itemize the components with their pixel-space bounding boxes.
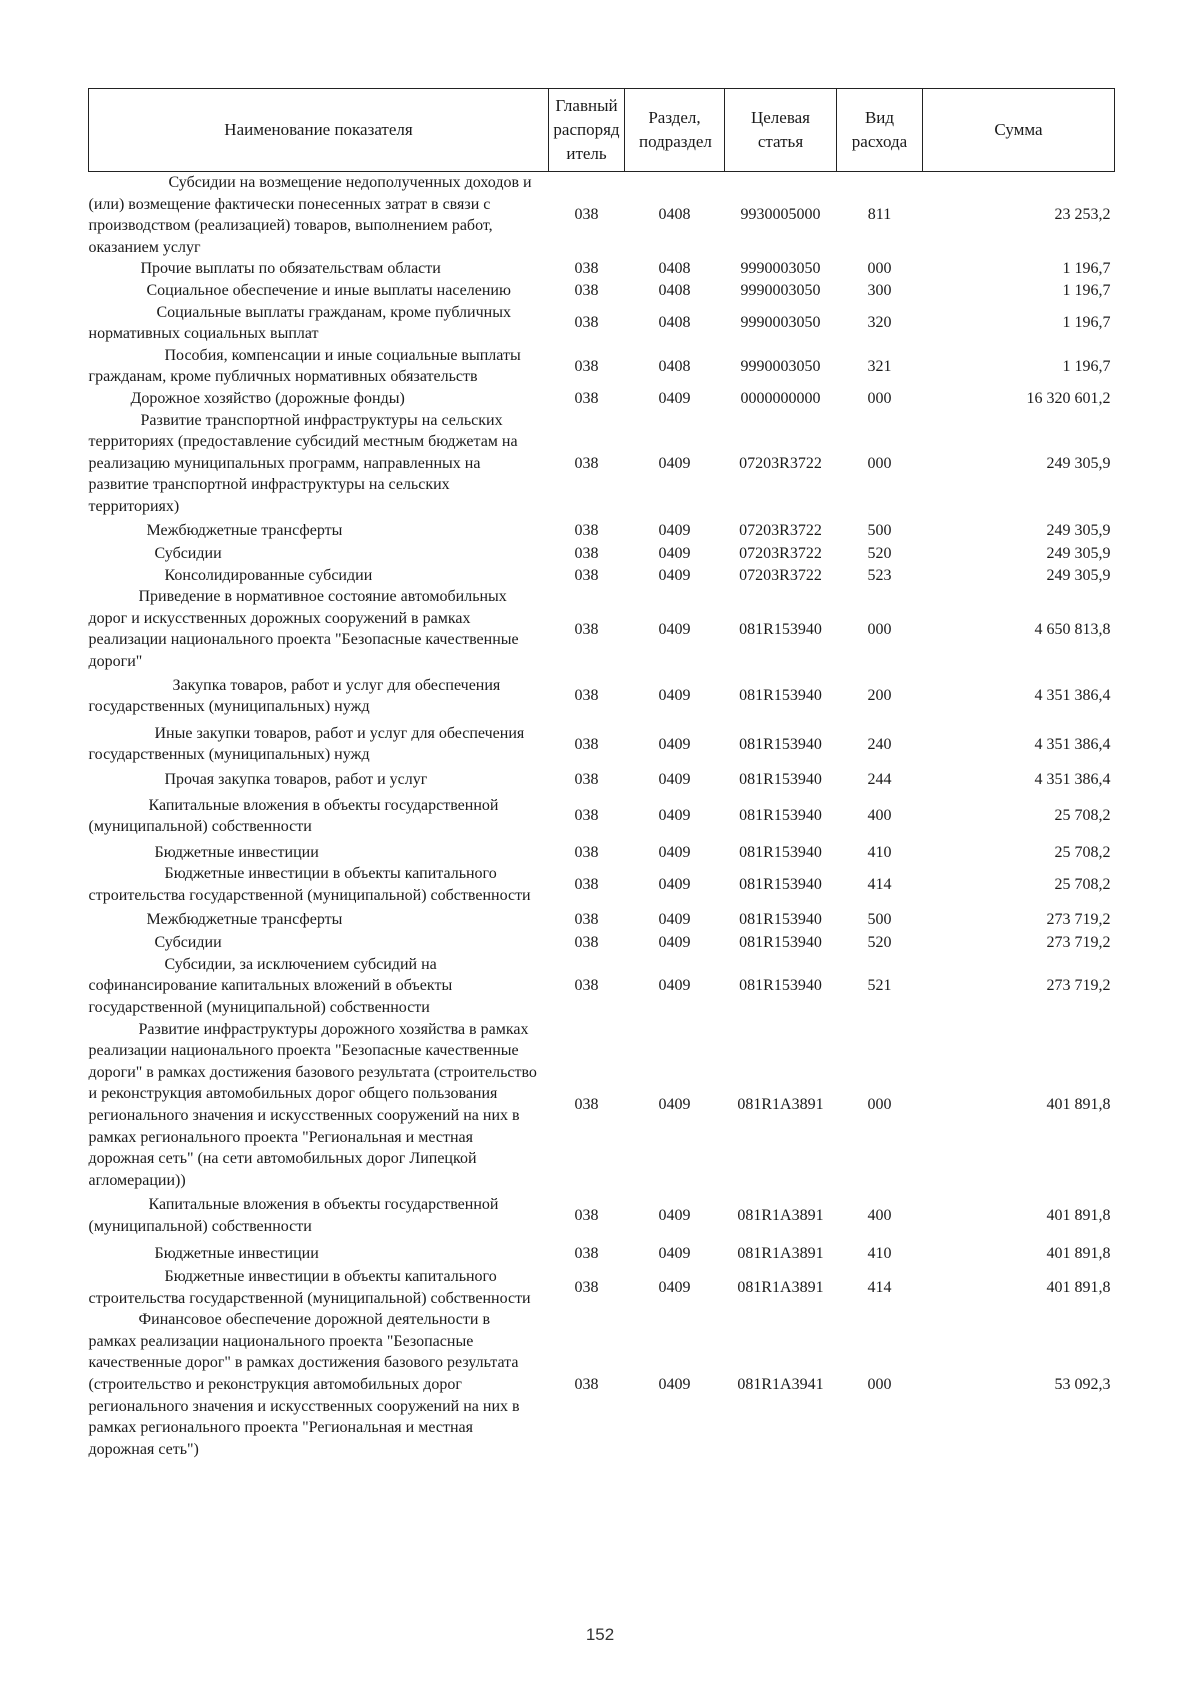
row-target-article: 081R1A3891: [737, 1244, 824, 1262]
table-row: [89, 388, 1115, 410]
row-amount: 401 891,8: [1046, 1244, 1111, 1262]
row-indicator-name: [89, 954, 549, 1019]
row-indicator-name: [89, 172, 549, 259]
indicator-name-text: Субсидии, за исключением субсидий на софинансирование капитальных вложений в объекты государственной (муниципальной) собственности: [88, 955, 453, 1016]
row-expense-type: 410: [867, 1244, 892, 1262]
header-expense-type: Вид расхода: [837, 89, 923, 172]
row-chief-administrator: 038: [574, 260, 599, 278]
row-chief-administrator: 038: [574, 807, 599, 825]
row-section: 0408: [658, 281, 691, 299]
row-indicator-name: [89, 302, 549, 345]
row-expense-type: 523: [867, 566, 892, 584]
row-section: 0409: [658, 735, 691, 753]
row-chief-administrator: 038: [574, 687, 599, 705]
indicator-name-text: Прочие выплаты по обязательствам области: [140, 260, 441, 278]
row-amount: 4 351 386,4: [1034, 771, 1111, 789]
indicator-name-text: Бюджетные инвестиции в объекты капитального строительства государственной (муниципальной) собственности: [88, 1268, 531, 1307]
row-target-article: 081R153940: [739, 771, 822, 789]
row-section: 0409: [658, 1207, 691, 1225]
row-chief-administrator: 038: [574, 1244, 599, 1262]
page-number: 152: [585, 1625, 615, 1644]
row-section: 0409: [658, 771, 691, 789]
row-expense-type: 500: [867, 521, 892, 539]
table-row: [89, 345, 1115, 388]
row-chief-administrator: 038: [574, 843, 599, 861]
row-indicator-name: [89, 518, 549, 544]
indicator-name-text: Дорожное хозяйство (дорожные фонды): [130, 389, 405, 407]
row-amount: 401 891,8: [1046, 1096, 1111, 1114]
row-indicator-name: [89, 673, 549, 720]
row-section: 0409: [658, 807, 691, 825]
row-target-article: 081R153940: [739, 735, 822, 753]
table-row: [89, 769, 1115, 791]
row-target-article: 07203R3722: [739, 454, 822, 472]
row-expense-type: 400: [867, 1207, 892, 1225]
row-amount: 1 196,7: [1062, 260, 1111, 278]
row-target-article: 9930005000: [740, 206, 821, 224]
row-section: 0408: [658, 357, 691, 375]
row-amount: 16 320 601,2: [1026, 389, 1111, 407]
table-row: [89, 280, 1115, 302]
row-chief-administrator: 038: [574, 566, 599, 584]
row-expense-type: 520: [867, 934, 892, 952]
row-target-article: 081R153940: [739, 934, 822, 952]
row-indicator-name: [89, 258, 549, 280]
table-row: [89, 1191, 1115, 1240]
table-row: [89, 518, 1115, 544]
row-expense-type: 321: [867, 357, 892, 375]
table-row: [89, 791, 1115, 842]
row-expense-type: 000: [867, 260, 892, 278]
indicator-name-text: Закупка товаров, работ и услуг для обеспечения государственных (муниципальных) нужд: [88, 676, 501, 716]
table-row: [89, 1266, 1115, 1309]
row-section: 0409: [658, 454, 691, 472]
indicator-name-text: Консолидированные субсидии: [164, 566, 373, 584]
table-row: [89, 410, 1115, 518]
table-row: [89, 907, 1115, 933]
table-row: [89, 842, 1115, 864]
row-expense-type: 300: [867, 281, 892, 299]
indicator-name-text: Прочая закупка товаров, работ и услуг: [164, 771, 428, 789]
row-expense-type: 000: [867, 1096, 892, 1114]
row-section: 0409: [658, 687, 691, 705]
row-amount: 1 196,7: [1062, 314, 1111, 332]
row-target-article: 07203R3722: [739, 566, 822, 584]
row-amount: 273 719,2: [1046, 910, 1111, 928]
indicator-name-text: Пособия, компенсации и иные социальные выплаты гражданам, кроме публичных нормативных обязательств: [88, 346, 521, 386]
row-indicator-name: [89, 720, 549, 769]
row-target-article: 081R153940: [739, 687, 822, 705]
row-indicator-name: [89, 1266, 549, 1309]
row-indicator-name: [89, 280, 549, 302]
row-chief-administrator: 038: [574, 1207, 599, 1225]
indicator-name-text: Субсидии: [154, 934, 222, 952]
row-section: 0409: [658, 545, 691, 563]
row-target-article: 9990003050: [740, 281, 821, 299]
row-amount: 1 196,7: [1062, 281, 1111, 299]
table-row: [89, 1241, 1115, 1267]
row-indicator-name: [89, 543, 549, 565]
indicator-name-text: Развитие транспортной инфраструктуры на сельских территориях (предоставление субсидий местным бюджетам на реализацию муниципальных программ, направленных на развитие транспортной инфраструктуры на сельских территориях): [88, 411, 518, 515]
row-target-article: 081R1A3891: [737, 1207, 824, 1225]
row-expense-type: 811: [867, 206, 892, 224]
indicator-name-text: Капитальные вложения в объекты государственной (муниципальной) собственности: [88, 1196, 499, 1235]
row-chief-administrator: 038: [574, 206, 599, 224]
row-target-article: 07203R3722: [739, 545, 822, 563]
row-target-article: 081R1A3891: [737, 1096, 824, 1114]
header-target-article: Целевая статья: [725, 89, 837, 172]
header-chief-administrator: Главный распорядитель: [549, 89, 625, 172]
indicator-name-text: Межбюджетные трансферты: [146, 910, 343, 928]
row-section: 0409: [658, 910, 691, 928]
row-section: 0408: [658, 206, 691, 224]
table-row: [89, 565, 1115, 587]
row-target-article: 081R153940: [739, 620, 822, 638]
row-section: 0409: [658, 934, 691, 952]
row-amount: 249 305,9: [1046, 454, 1111, 472]
row-amount: 401 891,8: [1046, 1207, 1111, 1225]
indicator-name-text: Иные закупки товаров, работ и услуг для обеспечения государственных (муниципальных) нужд: [88, 724, 525, 764]
row-section: 0409: [658, 389, 691, 407]
row-amount: 53 092,3: [1054, 1376, 1111, 1394]
row-target-article: 07203R3722: [739, 521, 822, 539]
row-target-article: 081R1A3891: [737, 1278, 824, 1296]
row-amount: 249 305,9: [1046, 521, 1111, 539]
row-indicator-name: [89, 565, 549, 587]
indicator-name-text: Капитальные вложения в объекты государственной (муниципальной) собственности: [88, 796, 499, 836]
table-row: [89, 863, 1115, 906]
row-expense-type: 400: [867, 807, 892, 825]
row-chief-administrator: 038: [574, 357, 599, 375]
table-row: [89, 172, 1115, 259]
row-indicator-name: [89, 769, 549, 791]
table-body: [89, 172, 1115, 1461]
table-row: [89, 1309, 1115, 1460]
row-section: 0409: [658, 521, 691, 539]
indicator-name-text: Развитие инфраструктуры дорожного хозяйства в рамках реализации национального проекта "Безопасные качественные дороги" в рамках достижения базового результата (строительство и реконструкция автомобильных дорог общего пользования регионального значения и искусственных сооружений на них в рамках регионального проекта "Региональная и местная дорожная сеть" (на сети автомобильных дорог Липецкой агломерации)): [88, 1020, 537, 1189]
row-chief-administrator: 038: [574, 934, 599, 952]
indicator-name-text: Межбюджетные трансферты: [146, 521, 343, 539]
row-section: 0409: [658, 1278, 691, 1296]
budget-table: [88, 88, 1115, 1460]
indicator-name-text: Социальные выплаты гражданам, кроме публичных нормативных социальных выплат: [88, 303, 511, 343]
row-section: 0409: [658, 1376, 691, 1394]
row-amount: 23 253,2: [1054, 206, 1111, 224]
indicator-name-text: Бюджетные инвестиции: [154, 1244, 319, 1262]
row-expense-type: 520: [867, 545, 892, 563]
row-target-article: 081R153940: [739, 807, 822, 825]
row-expense-type: 000: [867, 389, 892, 407]
row-expense-type: 410: [867, 843, 892, 861]
row-chief-administrator: 038: [574, 521, 599, 539]
row-expense-type: 500: [867, 910, 892, 928]
row-section: 0409: [658, 566, 691, 584]
row-section: 0408: [658, 260, 691, 278]
row-section: 0409: [658, 876, 691, 894]
row-expense-type: 414: [867, 1278, 892, 1296]
row-indicator-name: [89, 907, 549, 933]
row-chief-administrator: 038: [574, 389, 599, 407]
row-target-article: 081R153940: [739, 843, 822, 861]
row-expense-type: 320: [867, 314, 892, 332]
row-chief-administrator: 038: [574, 545, 599, 563]
row-indicator-name: [89, 863, 549, 906]
row-target-article: 9990003050: [740, 357, 821, 375]
table-row: [89, 932, 1115, 954]
row-indicator-name: [89, 1241, 549, 1267]
header-indicator-name: Наименование показателя: [89, 89, 549, 172]
row-chief-administrator: 038: [574, 314, 599, 332]
row-expense-type: 414: [867, 876, 892, 894]
row-target-article: 081R153940: [739, 910, 822, 928]
indicator-name-text: Субсидии: [154, 545, 222, 563]
row-chief-administrator: 038: [574, 454, 599, 472]
row-amount: 4 351 386,4: [1034, 735, 1111, 753]
row-section: 0409: [658, 977, 691, 995]
row-chief-administrator: 038: [574, 876, 599, 894]
table-header-row: [89, 89, 1115, 172]
table-row: [89, 673, 1115, 720]
row-indicator-name: [89, 842, 549, 864]
header-section: Раздел, подраздел: [625, 89, 725, 172]
table-row: [89, 586, 1115, 672]
row-target-article: 081R1A3941: [737, 1376, 824, 1394]
indicator-name-text: Бюджетные инвестиции в объекты капитального строительства государственной (муниципальной) собственности: [88, 865, 531, 904]
row-amount: 273 719,2: [1046, 977, 1111, 995]
row-chief-administrator: 038: [574, 1278, 599, 1296]
row-indicator-name: [89, 1309, 549, 1460]
row-indicator-name: [89, 1019, 549, 1192]
row-chief-administrator: 038: [574, 281, 599, 299]
row-amount: 25 708,2: [1054, 876, 1111, 894]
indicator-name-text: Приведение в нормативное состояние автомобильных дорог и искусственных дорожных сооружений в рамках реализации национального проекта "Безопасные качественные дороги": [88, 588, 519, 671]
table-row: [89, 302, 1115, 345]
row-target-article: 9990003050: [740, 314, 821, 332]
row-chief-administrator: 038: [574, 735, 599, 753]
row-section: 0408: [658, 314, 691, 332]
row-chief-administrator: 038: [574, 1096, 599, 1114]
row-amount: 4 650 813,8: [1034, 620, 1111, 638]
row-chief-administrator: 038: [574, 771, 599, 789]
row-expense-type: 240: [867, 735, 892, 753]
row-expense-type: 200: [867, 687, 892, 705]
row-expense-type: 244: [867, 771, 892, 789]
row-chief-administrator: 038: [574, 620, 599, 638]
row-indicator-name: [89, 1191, 549, 1240]
row-section: 0409: [658, 1096, 691, 1114]
row-amount: 25 708,2: [1054, 843, 1111, 861]
row-amount: 4 351 386,4: [1034, 687, 1111, 705]
row-indicator-name: [89, 410, 549, 518]
indicator-name-text: Социальное обеспечение и иные выплаты населению: [146, 281, 511, 299]
row-target-article: 081R153940: [739, 876, 822, 894]
table-row: [89, 258, 1115, 280]
row-indicator-name: [89, 345, 549, 388]
row-expense-type: 000: [867, 620, 892, 638]
row-section: 0409: [658, 620, 691, 638]
row-amount: 25 708,2: [1054, 807, 1111, 825]
row-expense-type: 000: [867, 1376, 892, 1394]
row-amount: 249 305,9: [1046, 566, 1111, 584]
table-row: [89, 1019, 1115, 1192]
indicator-name-text: Субсидии на возмещение недополученных доходов и (или) возмещение фактически понесенных затрат в связи с производством (реализацией) товаров, выполнением работ, оказанием услуг: [88, 174, 532, 256]
row-chief-administrator: 038: [574, 910, 599, 928]
table-row: [89, 720, 1115, 769]
row-indicator-name: [89, 586, 549, 672]
row-indicator-name: [89, 388, 549, 410]
budget-table-container: [88, 88, 1114, 1460]
table-row: [89, 954, 1115, 1019]
header-amount: Сумма: [923, 89, 1115, 172]
row-expense-type: 000: [867, 454, 892, 472]
row-amount: 401 891,8: [1046, 1278, 1111, 1296]
row-target-article: 0000000000: [740, 389, 821, 407]
row-chief-administrator: 038: [574, 977, 599, 995]
row-amount: 1 196,7: [1062, 357, 1111, 375]
table-row: [89, 543, 1115, 565]
row-indicator-name: [89, 791, 549, 842]
row-section: 0409: [658, 1244, 691, 1262]
row-target-article: 9990003050: [740, 260, 821, 278]
indicator-name-text: Финансовое обеспечение дорожной деятельности в рамках реализации национального проекта "Безопасные качественные дорог" в рамках достижения базового результата (строительство и реконструкция автомобильных дорог регионального значения и искусственных сооружений на них в рамках регионального проекта "Региональная и местная дорожная сеть"): [88, 1311, 520, 1458]
row-indicator-name: [89, 932, 549, 954]
row-amount: 249 305,9: [1046, 545, 1111, 563]
row-section: 0409: [658, 843, 691, 861]
row-amount: 273 719,2: [1046, 934, 1111, 952]
row-target-article: 081R153940: [739, 977, 822, 995]
row-expense-type: 521: [867, 977, 892, 995]
row-chief-administrator: 038: [574, 1376, 599, 1394]
indicator-name-text: Бюджетные инвестиции: [154, 843, 319, 861]
